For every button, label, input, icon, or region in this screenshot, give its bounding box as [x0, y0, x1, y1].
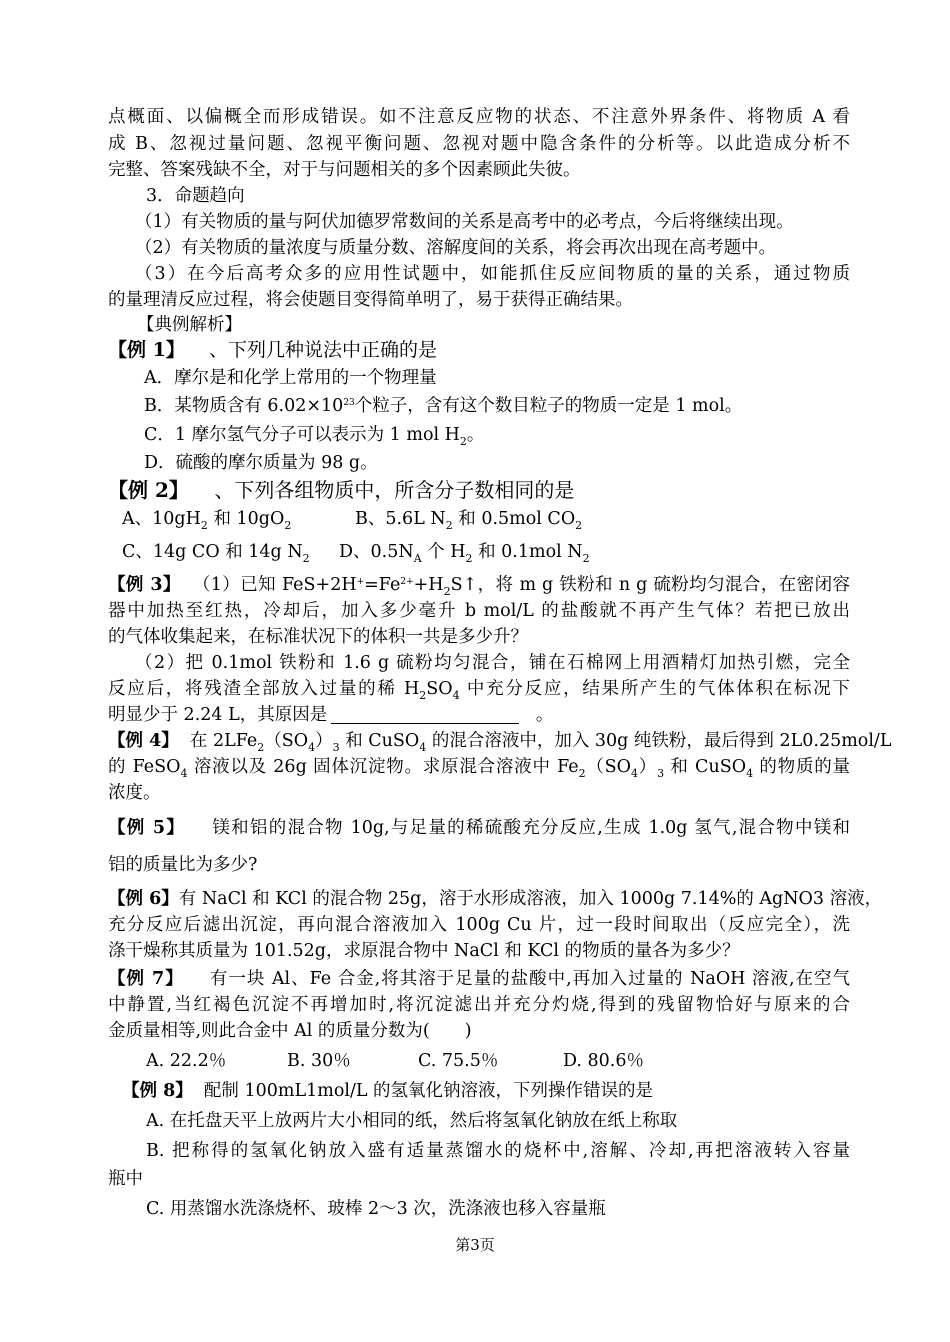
example-8-question: 配制 100mL1mol/L 的氢氧化钠溶液，下列操作错误的是 [203, 1081, 654, 1101]
example-1-option-c-text: C．1 摩尔氢气分子可以表示为 1 mol H [144, 425, 460, 445]
example-3-tag: 【例 3】 [108, 575, 181, 595]
option-text: 和 0.5mol CO [452, 509, 576, 529]
text: 明显少于 2.24 L，其原因是 [108, 705, 328, 725]
example-8-option-c: C. 用蒸馏水洗涤烧杯、玻棒 2～3 次，洗涤液也移入容量瓶 [146, 1199, 606, 1219]
subscript: A [413, 552, 422, 565]
text: 的 FeSO [108, 757, 181, 777]
subscript: 2 [419, 689, 427, 702]
example-2-option-d [339, 539, 590, 565]
option-text: A、10gH [122, 509, 201, 529]
subscript: 3 [332, 741, 340, 754]
example-7-option-b: B. 30％ [287, 1051, 351, 1071]
text: 有 NaCl 和 KCl 的混合物 25g，溶于水形成溶液，加入 1000g 7.14%的 AgNO3 溶液， [178, 889, 883, 909]
intro-line-3: 完整、答案残缺不全，对于与问题相关的多个因素顾此失彼。 [108, 160, 581, 180]
subscript: 2 [200, 519, 208, 532]
example-2-header [108, 477, 574, 503]
subscript: 2 [445, 519, 453, 532]
example-4-line-3: 浓度。 [108, 783, 161, 803]
example-7-line-1 [108, 966, 850, 992]
subscript: 2 [284, 519, 292, 532]
option-text: 个 H [421, 542, 466, 562]
example-6-tag: 【例 6】 [108, 889, 179, 909]
subscript: 2 [465, 552, 473, 565]
subscript: 4 [631, 767, 639, 780]
subscript: 4 [452, 689, 460, 702]
example-3-part-2-line-1: （2）把 0.1mol 铁粉和 1.6 g 硫粉均匀混合，铺在石棉网上用酒精灯加热引燃，完全 [135, 653, 850, 673]
intro-line-2: 成 B、忽视过量问题、忽视平衡问题、忽视对题中隐含条件的分析等。以此造成分析不 [108, 134, 850, 154]
trend-item-3-line-1: （3）在今后高考众多的应用性试题中，如能抓住反应间物质的量的关系，通过物质 [135, 264, 850, 284]
example-1-option-c [144, 422, 484, 448]
subscript: 3 [657, 767, 665, 780]
example-8-tag: 【例 8】 [122, 1081, 193, 1101]
example-4-line-1 [108, 728, 892, 754]
option-text: 和 10gO [207, 509, 285, 529]
example-8-header [122, 1078, 653, 1104]
subscript: 4 [308, 741, 316, 754]
text: 中充分反应，结果所产生的气体体积在标况下 [459, 679, 850, 699]
subscript: 2 [257, 741, 265, 754]
example-1-option-b-text-end: 个粒子，含有这个数目粒子的物质一定是 1 mol。 [354, 396, 743, 416]
subscript: 2 [575, 519, 583, 532]
example-8-option-a: A. 在托盘天平上放两片大小相同的纸，然后将氢氧化钠放在纸上称取 [146, 1111, 678, 1131]
example-7-option-a: A. 22.2％ [146, 1051, 227, 1071]
text: 的混合溶液中，加入 30g 纯铁粉，最后得到 2L0.25mol/L [426, 731, 892, 751]
trend-item-2: （2）有关物质的量浓度与质量分数、溶解度间的关系，将会再次出现在高考题中。 [135, 238, 777, 258]
example-2-tag: 【例 2】 [108, 478, 189, 502]
example-6-line-1 [108, 886, 883, 912]
example-7-option-d: D. 80.6％ [563, 1051, 644, 1071]
subscript: 2 [443, 585, 451, 598]
example-7-option-c: C. 75.5％ [418, 1051, 499, 1071]
option-text: D、0.5N [339, 542, 414, 562]
page-number: 第3页 [455, 1236, 495, 1254]
subscript: 2 [582, 552, 590, 565]
example-1-option-b-text: B．某物质含有 6.02×10 [144, 396, 344, 416]
intro-line-1: 点概面、以偏概全而形成错误。如不注意反应物的状态、不注意外界条件、将物质 A 看 [108, 107, 850, 127]
subscript: 2 [459, 435, 467, 448]
answer-blank[interactable] [331, 705, 519, 724]
example-5-tag: 【例 5】 [108, 818, 186, 838]
text: 和 CuSO [664, 757, 747, 777]
example-1-tag: 【例 1】 [108, 339, 185, 361]
text: 溶液以及 26g 固体沉淀物。求原混合溶液中 Fe [187, 757, 579, 777]
option-text: 和 0.1mol N [472, 542, 583, 562]
example-7-tag: 【例 7】 [108, 969, 184, 989]
text: 的物质的量 [753, 757, 851, 777]
option-text: B、5.6L N [355, 509, 446, 529]
example-1-option-d: D．硫酸的摩尔质量为 98 g。 [144, 453, 378, 473]
example-4-tag: 【例 4】 [108, 731, 179, 751]
example-7-line-2: 中静置,当红褐色沉淀不再增加时,将沉淀滤出并充分灼烧,得到的残留物恰好与原来的合 [108, 995, 850, 1015]
example-5-line-2: 铝的质量比为多少? [108, 855, 258, 875]
example-1-option-c-text-end: 。 [466, 425, 485, 445]
text: 。 [535, 705, 554, 725]
text: （SO [585, 757, 632, 777]
text: ） [315, 731, 333, 751]
subscript: 4 [180, 767, 188, 780]
text: =Fe [364, 575, 401, 595]
trend-item-1: （1）有关物质的量与阿伏加德罗常数间的关系是高考中的必考点，今后将继续出现。 [135, 212, 794, 232]
exponent: 23 [343, 398, 355, 408]
example-4-line-2 [108, 754, 850, 780]
example-6-line-3: 涤干燥称其质量为 101.52g，求原混合物中 NaCl 和 KCl 的物质的量各为多少？ [108, 941, 740, 961]
text: +H [413, 575, 444, 595]
examples-header: 【典例解析】 [137, 315, 242, 335]
text: 镁和铝的混合物 10g,与足量的稀硫酸充分反应,生成 1.0g 氢气,混合物中镁和 [212, 818, 850, 838]
superscript: 2+ [400, 577, 414, 587]
example-8-option-b-line-2: 瓶中 [108, 1169, 143, 1189]
text: 和 CuSO [339, 731, 420, 751]
option-text: C、14g CO 和 14g N [122, 542, 303, 562]
subscript: 2 [302, 552, 310, 565]
example-3-line-1 [108, 572, 850, 598]
example-3-part-2-line-3 [108, 702, 553, 728]
text: S↑，将 m g 铁粉和 n g 硫粉均匀混合，在密闭容 [450, 575, 850, 595]
text: （1）已知 FeS+2H [192, 575, 357, 595]
example-5-line-1 [108, 815, 850, 841]
example-2-question: 、下列各组物质中，所含分子数相同的是 [214, 478, 575, 502]
superscript: + [356, 577, 365, 587]
example-7-line-3: 金质量相等,则此合金中 Al 的质量分数为( ) [108, 1021, 472, 1041]
text: SO [426, 679, 453, 699]
example-8-option-b-line-1: B. 把称得的氢氧化钠放入盛有适量蒸馏水的烧杯中,溶解、冷却,再把溶液转入容量 [146, 1141, 850, 1161]
section-title: 3．命题趋向 [146, 186, 245, 206]
text: ） [638, 757, 658, 777]
text: 有一块 Al、Fe 合金,将其溶于足量的盐酸中,再加入过量的 NaOH 溶液,在空气 [209, 969, 850, 989]
example-1-header [108, 337, 437, 363]
example-2-option-c [122, 539, 310, 565]
example-2-option-a [122, 506, 291, 532]
example-2-option-b [355, 506, 582, 532]
trend-item-3-line-2: 的量理清反应过程，将会使题目变得简单明了，易于获得正确结果。 [108, 290, 633, 310]
example-6-line-2: 充分反应后滤出沉淀，再向混合溶液加入 100g Cu 片，过一段时间取出（反应完全），洗 [108, 915, 850, 935]
example-1-option-a: A．摩尔是和化学上常用的一个物理量 [144, 368, 437, 388]
example-3-line-3: 的气体收集起来，在标准状况下的体积一共是多少升？ [108, 627, 528, 647]
text: （SO [264, 731, 309, 751]
example-3-line-2: 器中加热至红热，冷却后，加入多少毫升 b mol/L 的盐酸就不再产生气体？若把已放出 [108, 601, 850, 621]
subscript: 4 [746, 767, 754, 780]
example-1-option-b [144, 393, 742, 419]
example-1-question: 、下列几种说法中正确的是 [209, 339, 438, 361]
text: 在 2LFe [189, 731, 258, 751]
text: 反应后，将残渣全部放入过量的稀 H [108, 679, 420, 699]
example-3-part-2-line-2 [108, 676, 850, 702]
subscript: 2 [578, 767, 586, 780]
subscript: 4 [419, 741, 427, 754]
